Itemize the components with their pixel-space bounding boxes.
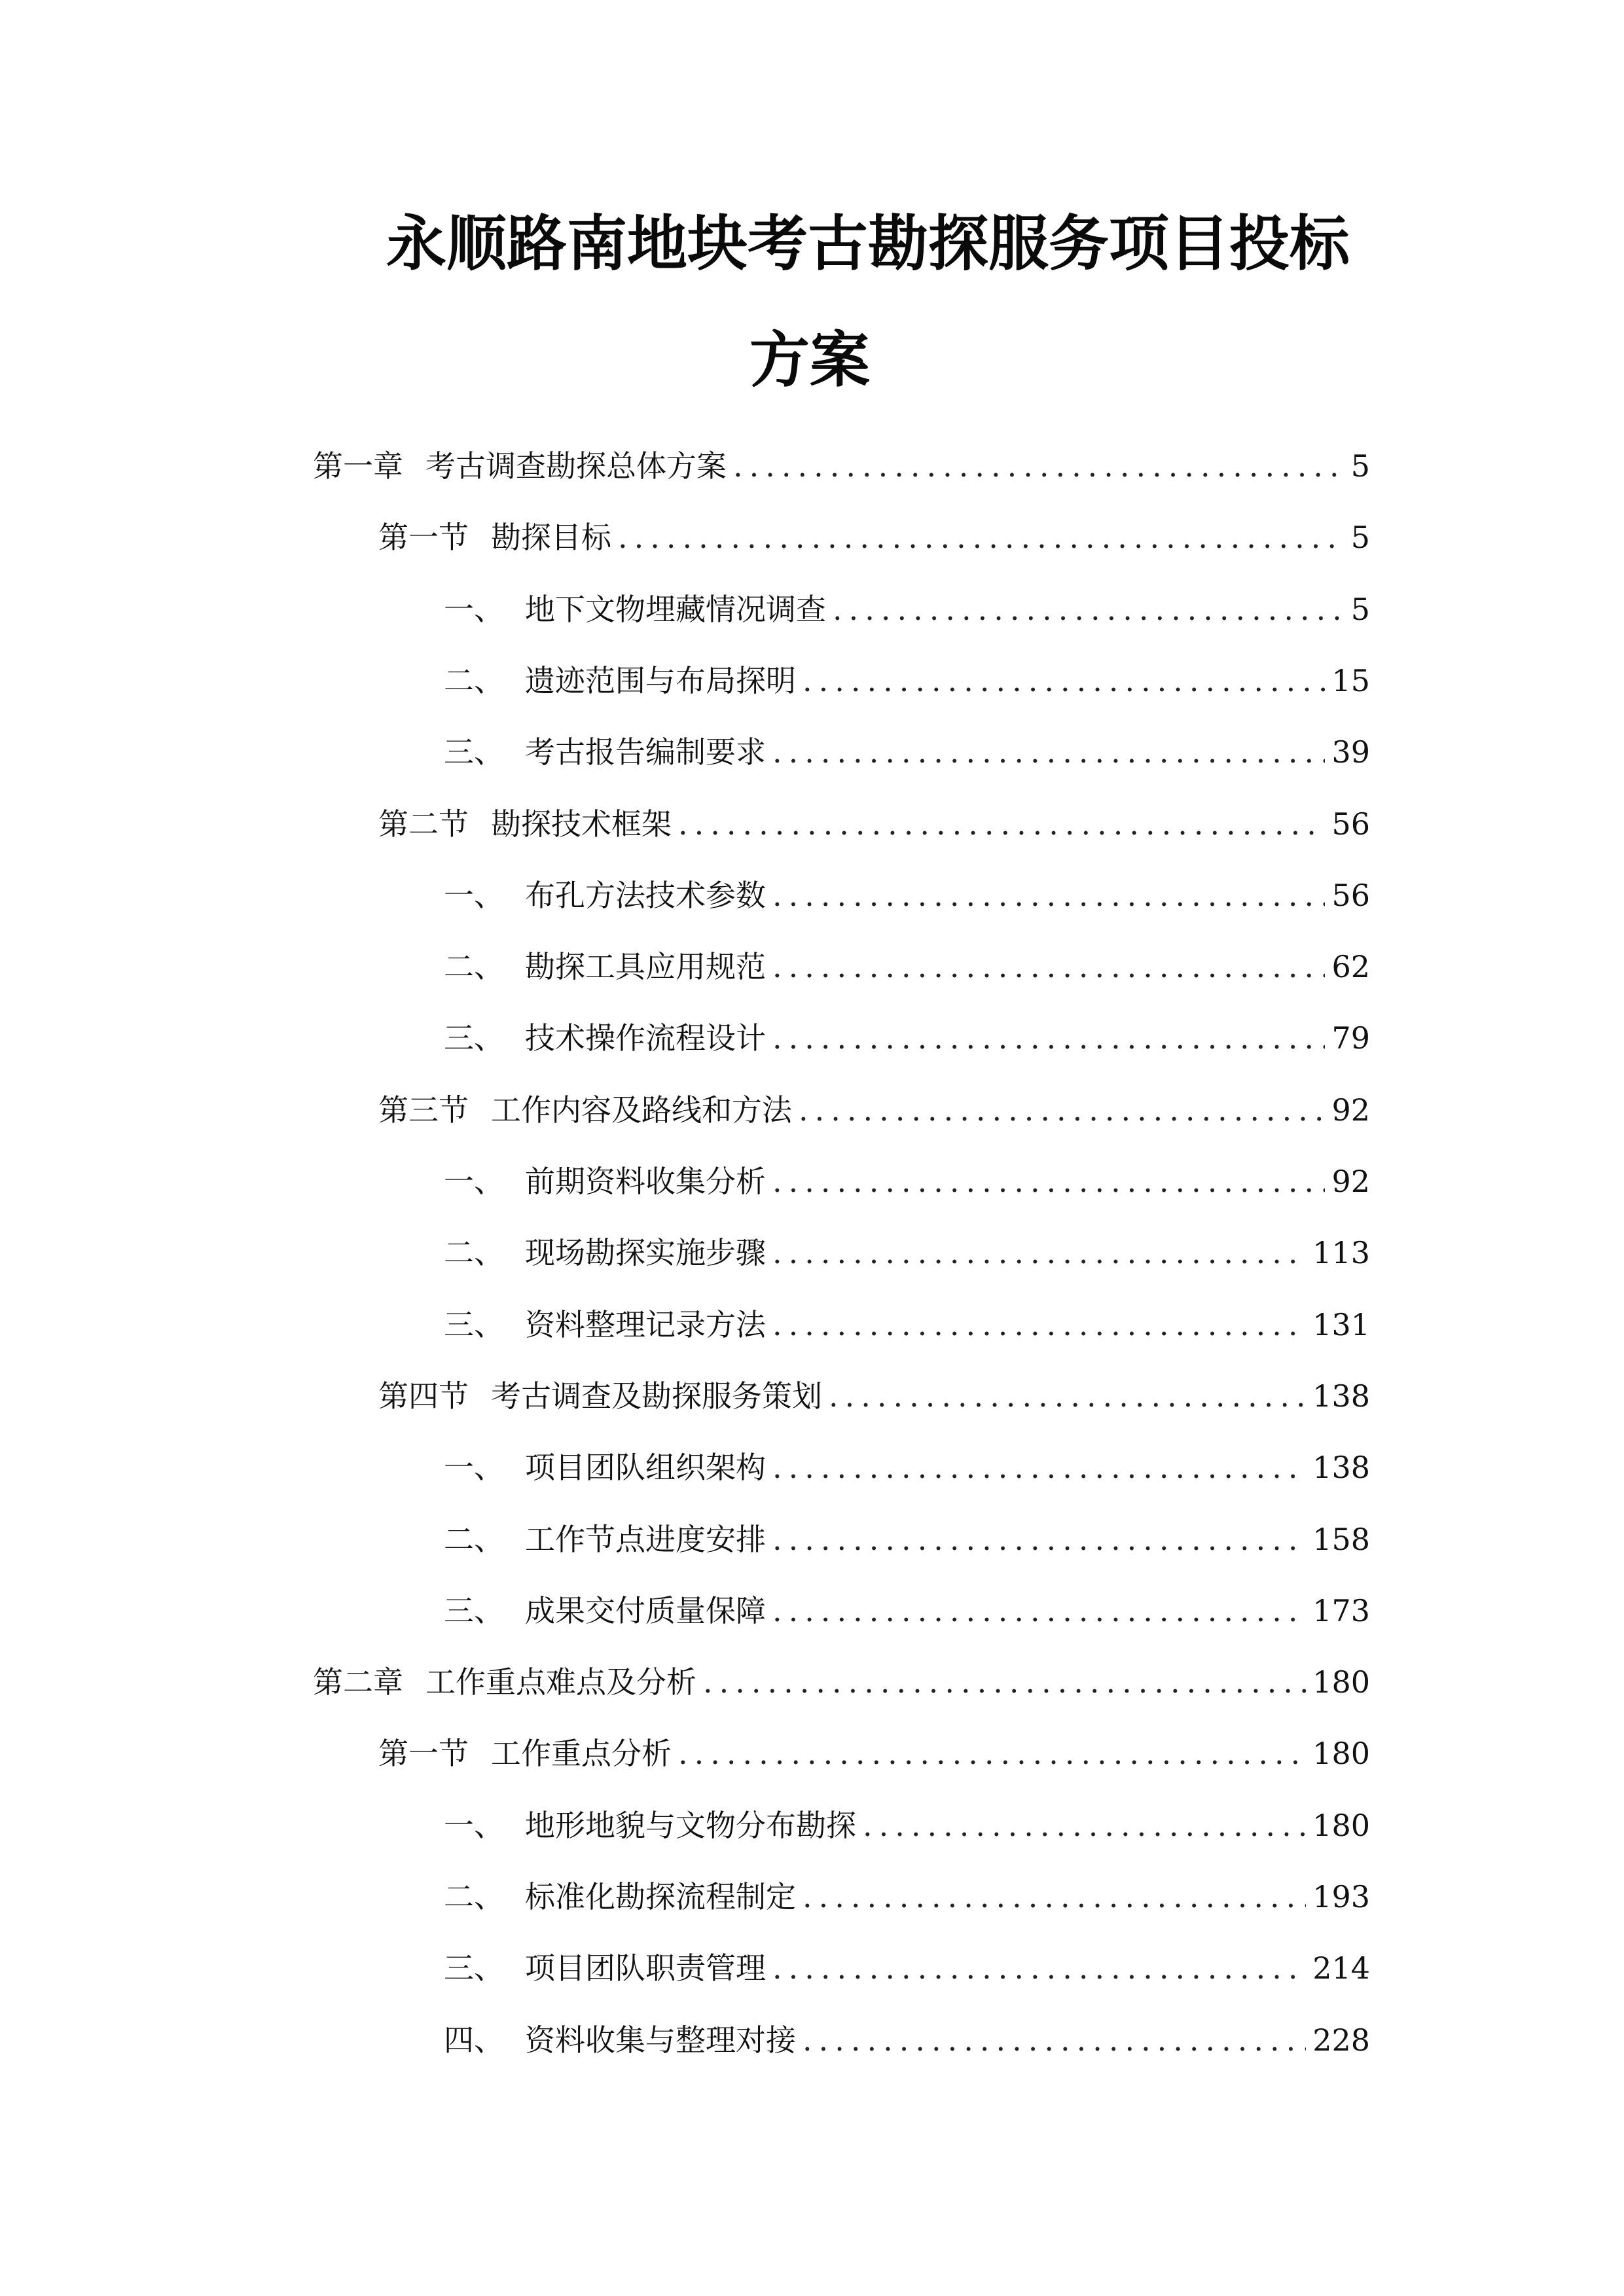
toc-entry[interactable] — [378, 1084, 1370, 1136]
toc-dot-leader — [678, 798, 1325, 850]
toc-entry-page-number: 158 — [1312, 1522, 1370, 1557]
toc-entry[interactable] — [378, 798, 1370, 850]
toc-entry-label: 考古调查勘探总体方案 — [425, 448, 727, 484]
toc-entry[interactable] — [444, 1441, 1370, 1494]
toc-entry[interactable] — [444, 726, 1370, 778]
toc-dot-leader — [803, 655, 1325, 707]
toc-entry-page-number: 56 — [1331, 878, 1370, 913]
toc-entry[interactable] — [378, 511, 1370, 564]
toc-entry-number: 三、 — [444, 1593, 504, 1628]
toc-entry-page-number: 180 — [1312, 1664, 1370, 1700]
toc-entry-label: 地形地貌与文物分布勘探 — [525, 1808, 856, 1843]
toc-entry-label: 布孔方法技术参数 — [525, 878, 766, 913]
toc-dot-leader — [772, 1441, 1306, 1494]
toc-entry-number: 一、 — [444, 592, 504, 627]
toc-entry-label: 工作节点进度安排 — [525, 1522, 766, 1557]
toc-dot-leader — [772, 726, 1325, 778]
toc-entry[interactable] — [444, 1513, 1370, 1566]
toc-dot-leader — [772, 1513, 1306, 1566]
toc-entry-number: 二、 — [444, 949, 504, 984]
toc-entry-label: 地下文物埋藏情况调查 — [525, 592, 826, 627]
toc-entry-page-number: 180 — [1312, 1736, 1370, 1771]
toc-entry[interactable] — [444, 1871, 1370, 1923]
toc-entry-number: 三、 — [444, 1950, 504, 1986]
toc-entry-number: 三、 — [444, 1307, 504, 1342]
toc-entry-page-number: 138 — [1312, 1450, 1370, 1485]
toc-entry-page-number: 79 — [1331, 1020, 1370, 1056]
toc-entry-page-number: 193 — [1312, 1879, 1370, 1914]
toc-entry-number: 三、 — [444, 734, 504, 770]
toc-dot-leader — [618, 511, 1344, 564]
toc-entry[interactable] — [313, 440, 1370, 492]
toc-entry-label: 工作重点难点及分析 — [425, 1664, 696, 1700]
toc-entry-number: 第二章 — [313, 1664, 403, 1700]
toc-entry[interactable] — [444, 1155, 1370, 1208]
toc-dot-leader — [772, 1942, 1306, 1994]
toc-dot-leader — [803, 1871, 1306, 1923]
toc-entry-label: 遗迹范围与布局探明 — [525, 663, 796, 698]
toc-entry-label: 成果交付质量保障 — [525, 1593, 766, 1628]
document-title-line-1: 永顺路南地块考古勘探服务项目投标 — [386, 209, 1350, 279]
toc-entry-label: 前期资料收集分析 — [525, 1164, 766, 1199]
toc-entry-page-number: 5 — [1350, 448, 1370, 484]
toc-entry-label: 勘探工具应用规范 — [525, 949, 766, 984]
toc-entry[interactable] — [444, 1942, 1370, 1994]
toc-entry-label: 勘探技术框架 — [491, 806, 672, 842]
toc-entry-label: 考古调查及勘探服务策划 — [491, 1378, 822, 1414]
toc-entry-page-number: 39 — [1331, 734, 1370, 770]
document-title-line-2: 方案 — [749, 325, 871, 395]
toc-entry-page-number: 131 — [1312, 1307, 1370, 1342]
toc-entry-number: 二、 — [444, 1522, 504, 1557]
toc-entry[interactable] — [444, 1227, 1370, 1279]
toc-entry[interactable] — [444, 1299, 1370, 1351]
toc-entry-number: 一、 — [444, 1808, 504, 1843]
toc-dot-leader — [833, 583, 1344, 636]
toc-entry-label: 标准化勘探流程制定 — [525, 1879, 796, 1914]
toc-dot-leader — [772, 869, 1325, 922]
toc-entry-page-number: 214 — [1312, 1950, 1370, 1986]
toc-entry-number: 第二节 — [378, 806, 469, 842]
toc-dot-leader — [829, 1370, 1306, 1422]
toc-entry-label: 项目团队职责管理 — [525, 1950, 766, 1986]
toc-entry[interactable] — [444, 2014, 1370, 2066]
toc-entry-number: 第四节 — [378, 1378, 469, 1414]
toc-entry-label: 资料收集与整理对接 — [525, 2022, 796, 2058]
toc-entry-page-number: 173 — [1312, 1593, 1370, 1628]
toc-entry-page-number: 15 — [1331, 663, 1370, 698]
toc-entry-number: 二、 — [444, 1235, 504, 1270]
toc-entry-number: 三、 — [444, 1020, 504, 1056]
toc-entry-label: 现场勘探实施步骤 — [525, 1235, 766, 1270]
toc-entry[interactable] — [378, 1727, 1370, 1780]
toc-dot-leader — [863, 1799, 1306, 1852]
toc-entry[interactable] — [444, 1585, 1370, 1637]
toc-entry-page-number: 113 — [1312, 1235, 1370, 1270]
toc-entry[interactable] — [444, 1799, 1370, 1852]
toc-entry-label: 技术操作流程设计 — [525, 1020, 766, 1056]
toc-entry-number: 第三节 — [378, 1092, 469, 1128]
toc-dot-leader — [799, 1084, 1325, 1136]
toc-entry-number: 一、 — [444, 1450, 504, 1485]
toc-dot-leader — [803, 2014, 1306, 2066]
toc-entry-label: 勘探目标 — [491, 520, 611, 555]
toc-dot-leader — [772, 1299, 1306, 1351]
toc-entry[interactable] — [444, 1012, 1370, 1064]
toc-entry-page-number: 228 — [1312, 2022, 1370, 2058]
toc-dot-leader — [772, 941, 1325, 993]
toc-entry[interactable] — [313, 1656, 1370, 1708]
toc-entry-label: 项目团队组织架构 — [525, 1450, 766, 1485]
toc-entry-label: 考古报告编制要求 — [525, 734, 766, 770]
toc-entry-page-number: 92 — [1331, 1092, 1370, 1128]
toc-entry-number: 第一节 — [378, 1736, 469, 1771]
toc-entry-number: 二、 — [444, 1879, 504, 1914]
toc-entry-page-number: 56 — [1331, 806, 1370, 842]
toc-entry-label: 工作内容及路线和方法 — [491, 1092, 792, 1128]
toc-entry-number: 四、 — [444, 2022, 504, 2058]
toc-dot-leader — [772, 1227, 1306, 1279]
toc-entry-page-number: 92 — [1331, 1164, 1370, 1199]
toc-entry[interactable] — [378, 1370, 1370, 1422]
toc-dot-leader — [733, 440, 1344, 492]
toc-entry-page-number: 5 — [1350, 520, 1370, 555]
toc-dot-leader — [772, 1155, 1325, 1208]
toc-entry-page-number: 180 — [1312, 1808, 1370, 1843]
toc-entry-number: 二、 — [444, 663, 504, 698]
toc-entry-number: 第一章 — [313, 448, 403, 484]
toc-entry-page-number: 138 — [1312, 1378, 1370, 1414]
toc-dot-leader — [703, 1656, 1306, 1708]
toc-entry-number: 一、 — [444, 878, 504, 913]
toc-entry-page-number: 62 — [1331, 949, 1370, 984]
toc-entry-number: 第一节 — [378, 520, 469, 555]
toc-dot-leader — [678, 1727, 1306, 1780]
toc-entry-number: 一、 — [444, 1164, 504, 1199]
toc-dot-leader — [772, 1012, 1325, 1064]
toc-dot-leader — [772, 1585, 1306, 1637]
toc-entry-label: 工作重点分析 — [491, 1736, 672, 1771]
toc-entry[interactable] — [444, 655, 1370, 707]
toc-entry[interactable] — [444, 583, 1370, 636]
toc-entry-label: 资料整理记录方法 — [525, 1307, 766, 1342]
toc-entry[interactable] — [444, 941, 1370, 993]
toc-entry-page-number: 5 — [1350, 592, 1370, 627]
toc-entry[interactable] — [444, 869, 1370, 922]
